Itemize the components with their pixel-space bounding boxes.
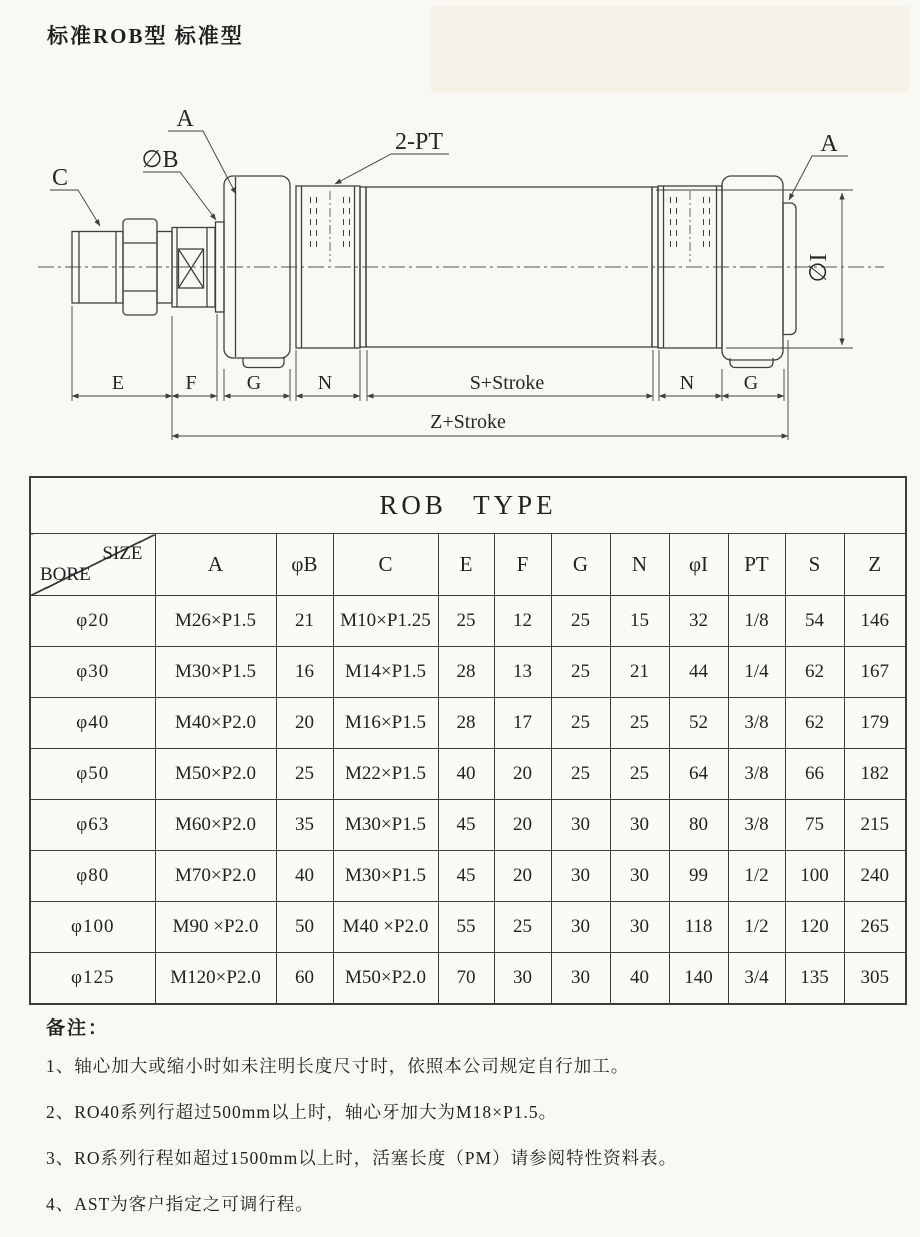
cell: 1/2 xyxy=(728,851,785,902)
cell: M30×P1.5 xyxy=(333,800,438,851)
col-header-f: F xyxy=(494,534,551,596)
dim-s-stroke: S+Stroke xyxy=(469,372,545,394)
cell: 25 xyxy=(438,596,494,647)
table-row xyxy=(30,800,906,851)
cell: M40×P2.0 xyxy=(155,698,276,749)
cell: 215 xyxy=(844,800,906,851)
table-header-row xyxy=(30,534,906,596)
corner-header-cell xyxy=(30,534,155,596)
cell: 30 xyxy=(494,953,551,1005)
cell: 20 xyxy=(494,851,551,902)
col-header-e: E xyxy=(438,534,494,596)
cell: 118 xyxy=(669,902,728,953)
cell: 30 xyxy=(610,851,669,902)
cell: 179 xyxy=(844,698,906,749)
cell: 120 xyxy=(785,902,844,953)
cell: 25 xyxy=(276,749,333,800)
cell: 64 xyxy=(669,749,728,800)
cell: 135 xyxy=(785,953,844,1005)
col-header-a: A xyxy=(155,534,276,596)
cell: 25 xyxy=(551,698,610,749)
cell: M60×P2.0 xyxy=(155,800,276,851)
cell: 16 xyxy=(276,647,333,698)
cell: 52 xyxy=(669,698,728,749)
label-a-right: A xyxy=(820,131,838,157)
cell: 1/8 xyxy=(728,596,785,647)
cell: 62 xyxy=(785,647,844,698)
table-row xyxy=(30,647,906,698)
cell: 100 xyxy=(785,851,844,902)
cell: 54 xyxy=(785,596,844,647)
cell: 21 xyxy=(610,647,669,698)
cell-size: φ63 xyxy=(30,800,155,851)
col-header-c: C xyxy=(333,534,438,596)
table-row xyxy=(30,851,906,902)
cell: 25 xyxy=(610,749,669,800)
cell: 15 xyxy=(610,596,669,647)
cell: 25 xyxy=(494,902,551,953)
label-dia-i: ∅I xyxy=(806,253,832,283)
cell: M120×P2.0 xyxy=(155,953,276,1005)
corner-size-label: SIZE xyxy=(102,543,143,564)
cell: 40 xyxy=(610,953,669,1005)
cell: 50 xyxy=(276,902,333,953)
rear-cap xyxy=(722,176,783,360)
table-row xyxy=(30,749,906,800)
cell: 55 xyxy=(438,902,494,953)
table-row xyxy=(30,902,906,953)
cell: M40 ×P2.0 xyxy=(333,902,438,953)
cell: 1/4 xyxy=(728,647,785,698)
notes-section xyxy=(46,1013,876,1237)
cell-size: φ30 xyxy=(30,647,155,698)
cell: 66 xyxy=(785,749,844,800)
note-item: 3、RO系列行程如超过1500mm以上时，活塞长度（PM）请参阅特性资料表。 xyxy=(46,1148,678,1168)
cell: 80 xyxy=(669,800,728,851)
label-dia-b: ∅B xyxy=(141,147,179,173)
cell: 182 xyxy=(844,749,906,800)
cell: 20 xyxy=(276,698,333,749)
table-title-row xyxy=(30,477,906,534)
cell: M50×P2.0 xyxy=(333,953,438,1005)
dim-g-right: G xyxy=(743,372,759,394)
cell: M30×P1.5 xyxy=(155,647,276,698)
cell: 25 xyxy=(610,698,669,749)
dim-n-left: N xyxy=(317,372,333,394)
cell: 12 xyxy=(494,596,551,647)
dim-f: F xyxy=(185,372,197,394)
cell: 44 xyxy=(669,647,728,698)
cell: 3/8 xyxy=(728,698,785,749)
cell: M14×P1.5 xyxy=(333,647,438,698)
cell: 45 xyxy=(438,800,494,851)
dim-e: E xyxy=(111,372,125,394)
cell: 240 xyxy=(844,851,906,902)
cell: 25 xyxy=(551,647,610,698)
dim-z-stroke: Z+Stroke xyxy=(430,411,506,433)
cell: 35 xyxy=(276,800,333,851)
cell: 30 xyxy=(551,902,610,953)
cell: 3/8 xyxy=(728,749,785,800)
cell: 1/2 xyxy=(728,902,785,953)
corner-bore-label: BORE xyxy=(40,564,91,585)
note-item: 1、轴心加大或缩小时如未注明长度尺寸时，依照本公司规定自行加工。 xyxy=(46,1056,630,1076)
col-header-pt: PT xyxy=(728,534,785,596)
cell: 20 xyxy=(494,749,551,800)
cell: 40 xyxy=(438,749,494,800)
label-a-left: A xyxy=(176,106,194,132)
cell: 25 xyxy=(551,749,610,800)
end-plug xyxy=(783,203,796,335)
col-header-phii: φI xyxy=(669,534,728,596)
cell: 60 xyxy=(276,953,333,1005)
table-row xyxy=(30,953,906,1005)
cell-size: φ50 xyxy=(30,749,155,800)
cylinder-drawing xyxy=(72,176,796,368)
cell-size: φ80 xyxy=(30,851,155,902)
cell: 3/8 xyxy=(728,800,785,851)
cell: M16×P1.5 xyxy=(333,698,438,749)
cell: 40 xyxy=(276,851,333,902)
cell: 305 xyxy=(844,953,906,1005)
cell: 3/4 xyxy=(728,953,785,1005)
cell: 30 xyxy=(551,800,610,851)
cell: 17 xyxy=(494,698,551,749)
cell: M90 ×P2.0 xyxy=(155,902,276,953)
table-title: ROB TYPE xyxy=(30,477,906,534)
cell: M10×P1.25 xyxy=(333,596,438,647)
cell-size: φ125 xyxy=(30,953,155,1005)
cell: 140 xyxy=(669,953,728,1005)
col-header-g: G xyxy=(551,534,610,596)
cell: M50×P2.0 xyxy=(155,749,276,800)
cell: 28 xyxy=(438,647,494,698)
cell: 21 xyxy=(276,596,333,647)
cell-size: φ40 xyxy=(30,698,155,749)
cell: 62 xyxy=(785,698,844,749)
cell: M30×P1.5 xyxy=(333,851,438,902)
col-header-n: N xyxy=(610,534,669,596)
notes-heading: 备注： xyxy=(46,1018,110,1039)
cell: 25 xyxy=(551,596,610,647)
cell: 75 xyxy=(785,800,844,851)
col-header-z: Z xyxy=(844,534,906,596)
dimension-lines xyxy=(50,131,853,440)
col-header-phib: φB xyxy=(276,534,333,596)
cell: M26×P1.5 xyxy=(155,596,276,647)
cell: M70×P2.0 xyxy=(155,851,276,902)
cell: 30 xyxy=(610,902,669,953)
cell: 146 xyxy=(844,596,906,647)
cylinder-diagram xyxy=(0,0,920,475)
dim-g-left: G xyxy=(246,372,262,394)
cell: 45 xyxy=(438,851,494,902)
cell-size: φ100 xyxy=(30,902,155,953)
cell: 28 xyxy=(438,698,494,749)
cell: M22×P1.5 xyxy=(333,749,438,800)
cell: 30 xyxy=(610,800,669,851)
cell: 99 xyxy=(669,851,728,902)
cell: 30 xyxy=(551,953,610,1005)
cell-size: φ20 xyxy=(30,596,155,647)
col-header-s: S xyxy=(785,534,844,596)
cell: 167 xyxy=(844,647,906,698)
cell: 265 xyxy=(844,902,906,953)
table-row xyxy=(30,596,906,647)
cell: 32 xyxy=(669,596,728,647)
cell: 13 xyxy=(494,647,551,698)
label-2pt: 2-PT xyxy=(395,129,443,155)
page-title: 标准ROB型 标准型 xyxy=(47,24,244,48)
note-item: 4、AST为客户指定之可调行程。 xyxy=(46,1194,314,1214)
table-row xyxy=(30,698,906,749)
label-c: C xyxy=(51,165,69,191)
cell: 70 xyxy=(438,953,494,1005)
dim-n-right: N xyxy=(679,372,695,394)
note-item: 2、RO40系列行超过500mm以上时，轴心牙加大为M18×P1.5。 xyxy=(46,1102,558,1122)
spec-table xyxy=(29,476,907,1005)
cell: 20 xyxy=(494,800,551,851)
cell: 30 xyxy=(551,851,610,902)
